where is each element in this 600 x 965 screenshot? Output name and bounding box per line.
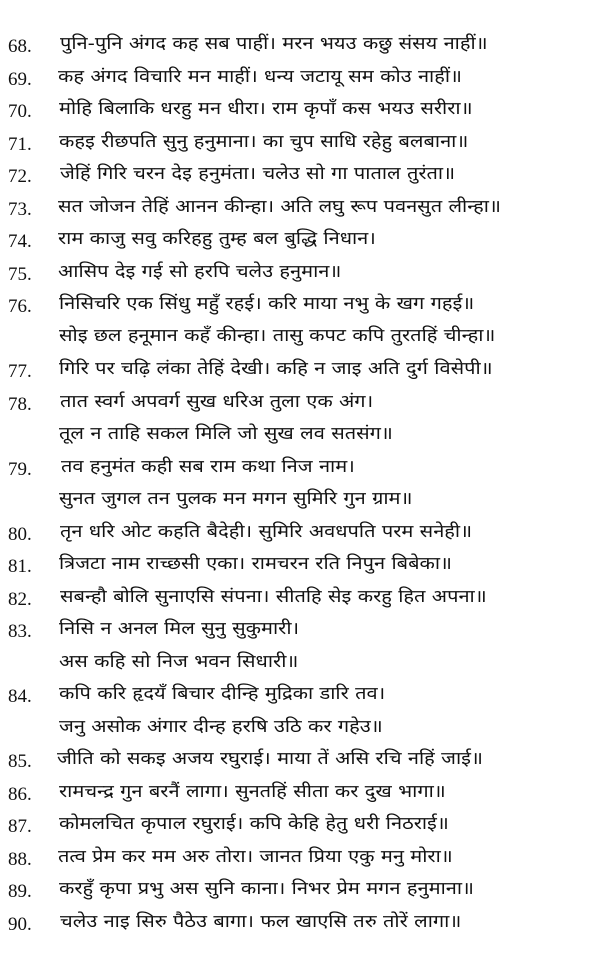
- verse-row: [0, 808, 600, 841]
- verse-row: [0, 841, 600, 874]
- verse-text: कोमलचित कृपाल रघुराई। कपि केहि हेतु धरी निठराई॥: [59, 814, 449, 834]
- verse-row: [0, 743, 600, 776]
- verse-text: राम काजु सवु करिहहु तुम्ह बल बुद्धि निधान।: [58, 229, 376, 249]
- verse-text: करहुँ कृपा प्रभु अस सुनि काना। निभर प्रेम मगन हनुमाना॥: [59, 879, 475, 899]
- verse-text: सोइ छल हनूमान कहँ कीन्हा। तासु कपट कपि तुरतहिं चीन्हा॥: [59, 326, 496, 346]
- verse-row: [0, 320, 600, 353]
- verse-row: [0, 906, 600, 939]
- verse-row: [0, 191, 600, 224]
- verse-number: 71.: [8, 134, 32, 155]
- verse-number: 81.: [8, 556, 32, 577]
- verse-row: [0, 61, 600, 94]
- verse-text: जनु असोक अंगार दीन्ह हरषि उठि कर गहेउ॥: [59, 717, 383, 737]
- verse-row: [0, 711, 600, 744]
- verse-number: 80.: [8, 524, 32, 545]
- verse-row: [0, 386, 600, 419]
- verse-number: 83.: [8, 621, 32, 642]
- verse-text: सत जोजन तेहिं आनन कीन्हा। अति लघु रूप पवनसुत लीन्हा॥: [58, 197, 501, 217]
- verse-row: [0, 548, 600, 581]
- verse-text: सुनत जुगल तन पुलक मन मगन सुमिरि गुन ग्राम॥: [59, 489, 413, 509]
- verse-number: 82.: [8, 589, 32, 610]
- verse-row: [0, 223, 600, 256]
- verse-text: अस कहि सो निज भवन सिधारी॥: [59, 652, 299, 672]
- verse-text: आसिप देइ गई सो हरपि चलेउ हनुमान॥: [58, 262, 342, 282]
- verse-row: [0, 516, 600, 549]
- verse-text: निसिचरि एक सिंधु महुँ रहई। करि माया नभु के खग गहई॥: [59, 294, 475, 314]
- verse-row: [0, 613, 600, 646]
- verse-number: 73.: [8, 199, 32, 220]
- verse-text: तत्व प्रेम कर मम अरु तोरा। जानत प्रिया एकु मनु मोरा॥: [58, 847, 453, 867]
- verse-text: कह अंगद विचारि मन माहीं। धन्य जटायू सम कोउ नाहीं॥: [58, 67, 463, 87]
- verse-number: 90.: [8, 914, 32, 935]
- verse-text: जीति को सकइ अजय रघुराई। माया तें असि रचि नहिं जाई॥: [57, 749, 483, 769]
- verse-number: 77.: [8, 361, 32, 382]
- verse-number: 76.: [8, 296, 32, 317]
- verse-text: मोहि बिलाकि धरहु मन धीरा। राम कृपाँ कस भयउ सरीरा॥: [59, 99, 473, 119]
- verse-text: चलेउ नाइ सिरु पैठेउ बागा। फल खाएसि तरु तोरें लागा॥: [60, 912, 462, 932]
- verse-text: जेहिं गिरि चरन देइ हनुमंता। चलेउ सो गा पाताल तुरंता॥: [60, 164, 456, 184]
- verse-number: 89.: [8, 881, 32, 902]
- verse-number: 86.: [8, 784, 32, 805]
- verse-row: [0, 678, 600, 711]
- verse-row: [0, 28, 600, 61]
- verse-text: तृन धरि ओट कहति बैदेही। सुमिरि अवधपति परम सनेही॥: [60, 522, 473, 542]
- verse-text: कपि करि हृदयँ बिचार दीन्हि मुद्रिका डारि तव।: [59, 684, 386, 704]
- verse-row: [0, 158, 600, 191]
- verse-number: 87.: [8, 816, 32, 837]
- verse-row: [0, 353, 600, 386]
- verse-row: [0, 418, 600, 451]
- verse-number: 88.: [8, 849, 32, 870]
- verse-number: 74.: [8, 231, 32, 252]
- verse-number: 78.: [8, 394, 32, 415]
- verse-row: [0, 646, 600, 679]
- verse-number: 70.: [8, 101, 32, 122]
- verse-text: तव हनुमंत कही सब राम कथा निज नाम।: [61, 457, 355, 477]
- verse-text: गिरि पर चढ़ि लंका तेहिं देखी। कहि न जाइ अति दुर्ग विसेपी॥: [59, 359, 493, 379]
- verse-row: [0, 483, 600, 516]
- verse-row: [0, 288, 600, 321]
- verse-text: सबन्हौ बोलि सुनाएसि संपना। सीतहि सेइ करहु हित अपना॥: [60, 587, 487, 607]
- verse-number: 79.: [8, 459, 32, 480]
- verse-row: [0, 126, 600, 159]
- verse-number: 69.: [8, 69, 32, 90]
- verse-text: कहइ रीछपति सुनु हनुमाना। का चुप साधि रहेहु बलबाना॥: [59, 132, 469, 152]
- verse-number: 75.: [8, 264, 32, 285]
- verse-row: [0, 93, 600, 126]
- verse-number: 72.: [8, 166, 32, 187]
- verse-text: त्रिजटा नाम राच्छसी एका। रामचरन रति निपुन बिबेका॥: [59, 554, 453, 574]
- verse-row: [0, 581, 600, 614]
- verse-number: 68.: [8, 36, 32, 57]
- verse-row: [0, 776, 600, 809]
- verse-text: तात स्वर्ग अपवर्ग सुख धरिअ तुला एक अंग।: [60, 392, 374, 412]
- verse-row: [0, 256, 600, 289]
- verse-row: [0, 873, 600, 906]
- verse-number: 85.: [8, 751, 32, 772]
- verse-row: [0, 451, 600, 484]
- verse-number: 84.: [8, 686, 32, 707]
- verse-text: पुनि-पुनि अंगद कह सब पाहीं। मरन भयउ कछु संसय नाहीं॥: [60, 34, 488, 54]
- verse-text: रामचन्द्र गुन बरनैं लागा। सुनतहिं सीता कर दुख भागा॥: [59, 782, 446, 802]
- verse-text: निसि न अनल मिल सुनु सुकुमारी।: [59, 619, 300, 639]
- verse-text: तूल न ताहि सकल मिलि जो सुख लव सतसंग॥: [59, 424, 393, 444]
